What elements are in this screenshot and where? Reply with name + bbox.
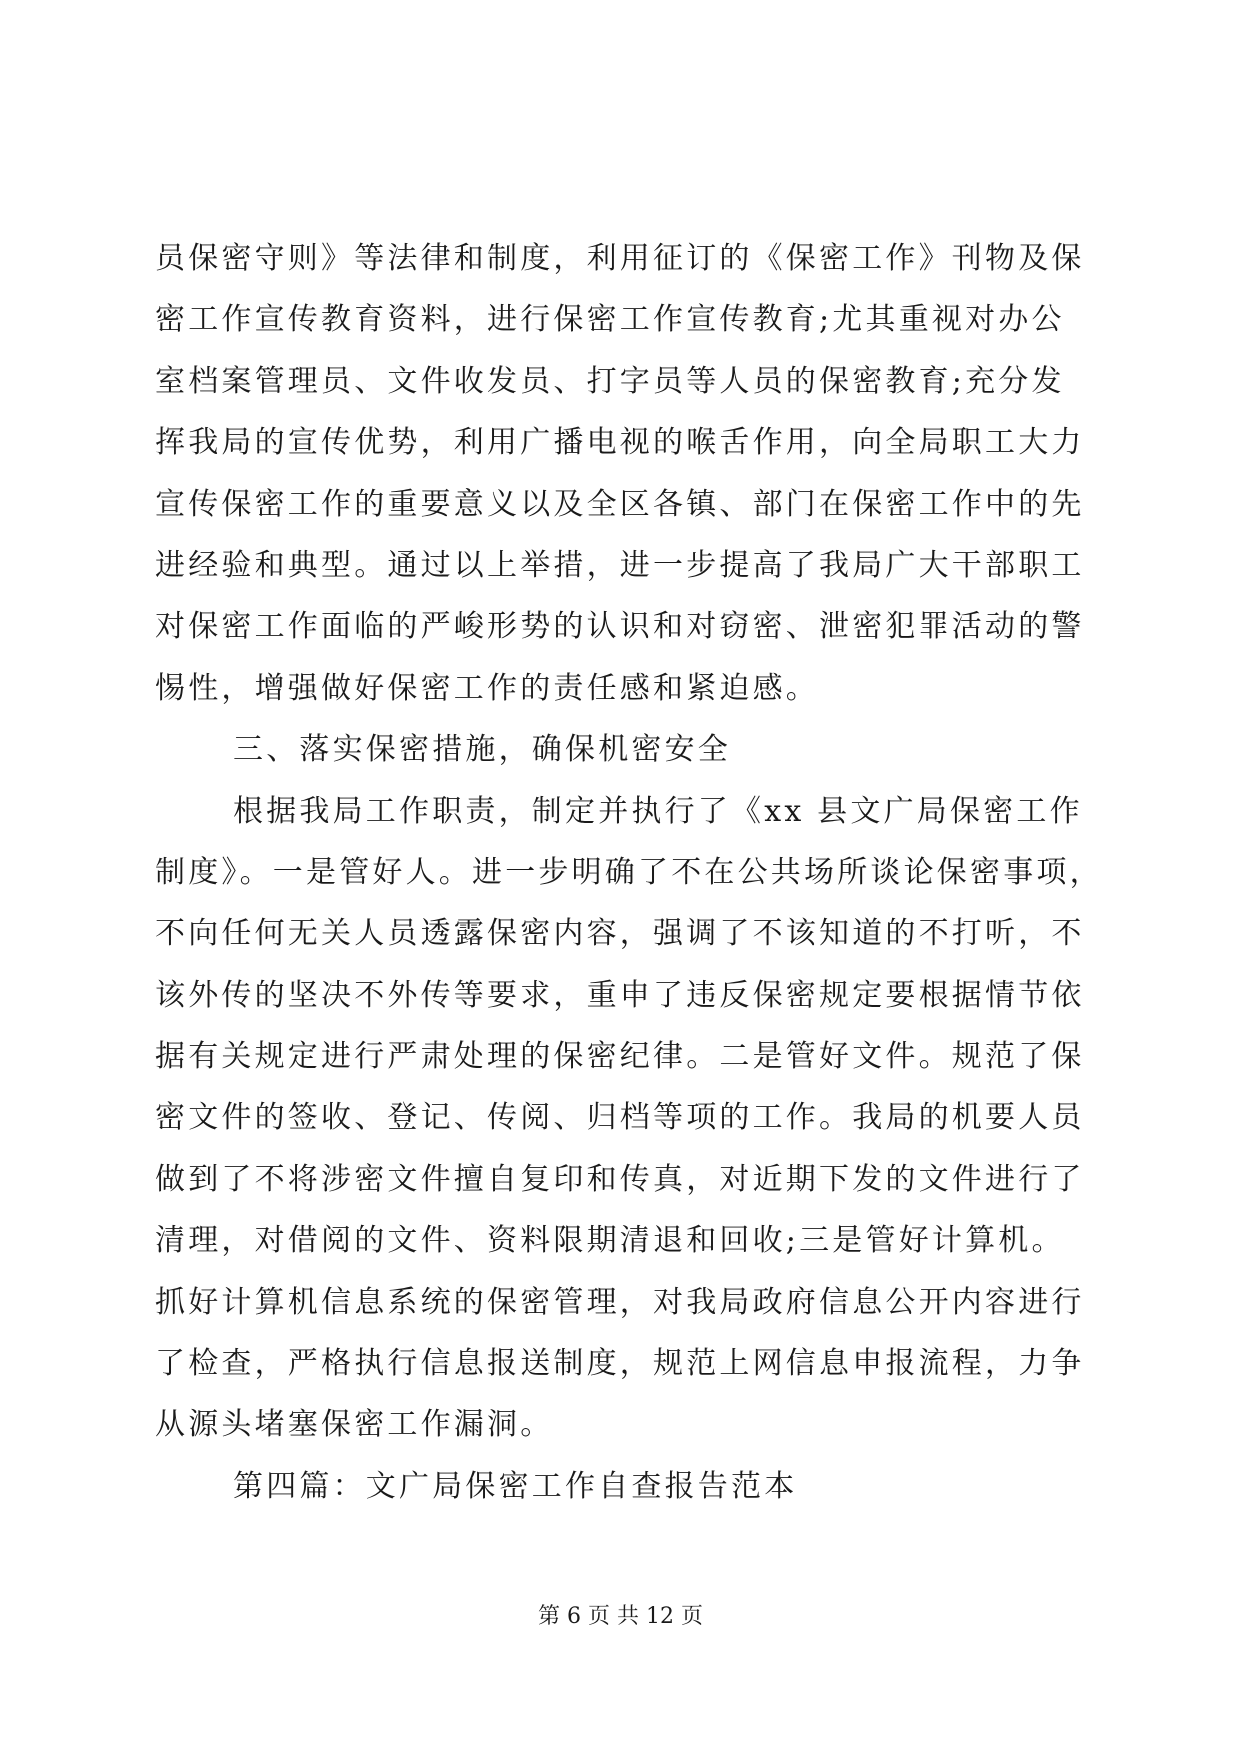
paragraph-line: 清理，对借阅的文件、资料限期清退和回收;三是管好计算机。: [155, 1223, 1065, 1259]
paragraph-line: 对保密工作面临的严峻形势的认识和对窃密、泄密犯罪活动的警: [155, 609, 1085, 645]
paragraph-line: 室档案管理员、文件收发员、打字员等人员的保密教育;充分发: [155, 363, 1065, 399]
paragraph-line: 根据我局工作职责，制定并执行了《xx 县文广局保密工作: [233, 793, 1083, 829]
paragraph-line: 据有关规定进行严肃处理的保密纪律。二是管好文件。规范了保: [155, 1039, 1085, 1075]
paragraph-line: 密文件的签收、登记、传阅、归档等项的工作。我局的机要人员: [155, 1100, 1085, 1136]
paragraph-line: 宣传保密工作的重要意义以及全区各镇、部门在保密工作中的先: [155, 486, 1085, 522]
paragraph-line: 做到了不将涉密文件擅自复印和传真，对近期下发的文件进行了: [155, 1161, 1085, 1197]
chapter-heading: 第四篇：文广局保密工作自查报告范本: [233, 1468, 798, 1504]
paragraph-line: 了检查，严格执行信息报送制度，规范上网信息申报流程，力争: [155, 1346, 1085, 1382]
paragraph-line: 该外传的坚决不外传等要求，重申了违反保密规定要根据情节依: [155, 977, 1085, 1013]
page-number-footer: 第 6 页 共 12 页: [538, 1604, 703, 1629]
paragraph-line: 惕性，增强做好保密工作的责任感和紧迫感。: [155, 670, 819, 706]
paragraph-line: 进经验和典型。通过以上举措，进一步提高了我局广大干部职工: [155, 547, 1085, 583]
paragraph-line: 制度》。一是管好人。进一步明确了不在公共场所谈论保密事项，: [155, 854, 1103, 890]
paragraph-line: 员保密守则》等法律和制度，利用征订的《保密工作》刊物及保: [155, 241, 1085, 276]
paragraph-line: 挥我局的宣传优势，利用广播电视的喉舌作用，向全局职工大力: [155, 425, 1085, 461]
paragraph-line: 不向任何无关人员透露保密内容，强调了不该知道的不打听，不: [155, 916, 1085, 952]
document-body: [155, 228, 1103, 1517]
paragraph-line: 从源头堵塞保密工作漏洞。: [155, 1407, 554, 1443]
paragraph-line: 抓好计算机信息系统的保密管理，对我局政府信息公开内容进行: [155, 1284, 1085, 1320]
paragraph-line: 密工作宣传教育资料，进行保密工作宣传教育;尤其重视对办公: [155, 302, 1065, 338]
section-heading: 三、落实保密措施，确保机密安全: [233, 732, 731, 768]
